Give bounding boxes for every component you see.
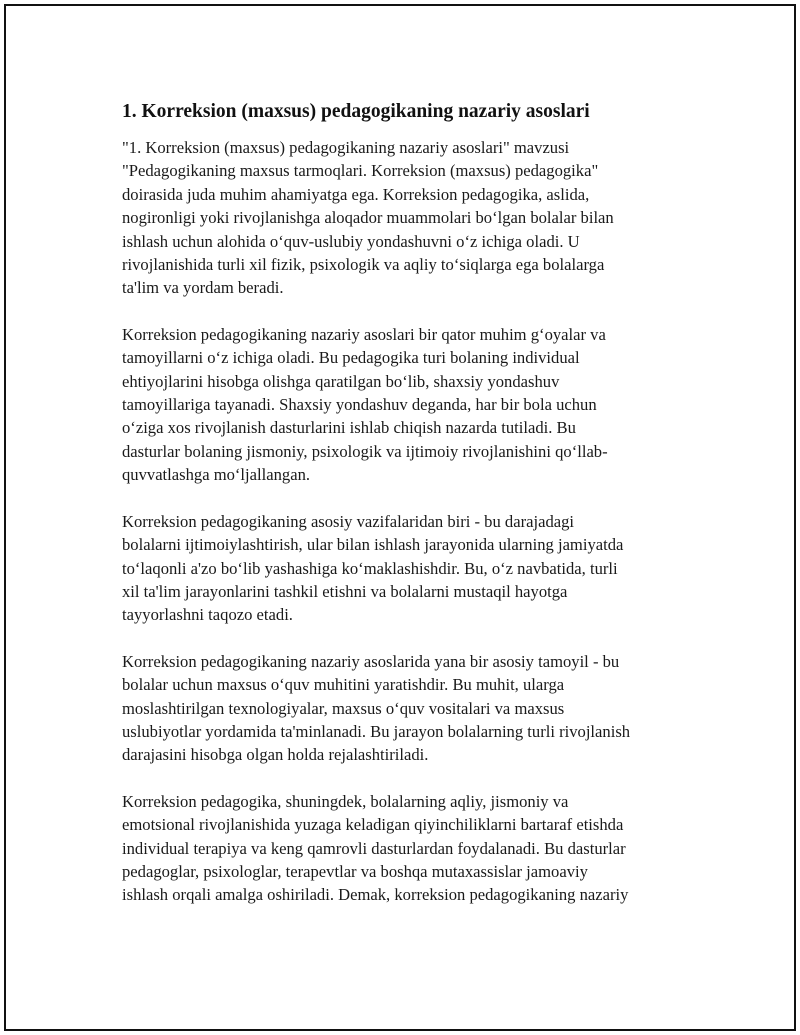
text-line: doirasida juda muhim ahamiyatga ega. Korreksion pedagogika, aslida,: [122, 184, 590, 204]
text-line: "Pedagogikaning maxsus tarmoqlari. Korreksion (maxsus) pedagogika": [122, 161, 599, 181]
text-line: emotsional rivojlanishida yuzaga keladigan qiyinchiliklarni bartaraf etishda: [122, 815, 624, 835]
document-body: [122, 98, 694, 930]
text-line: rivojlanishida turli xil fizik, psixologik va aqliy to‘siqlarga ega bolalarga: [122, 255, 605, 275]
text-line: Korreksion pedagogikaning asosiy vazifalaridan biri - bu darajadagi: [122, 511, 575, 531]
text-line: tayyorlashni taqozo etadi.: [122, 605, 293, 625]
text-line: ehtiyojlarini hisobga olishga qaratilgan bo‘lib, shaxsiy yondashuv: [122, 371, 560, 391]
text-line: moslashtirilgan texnologiyalar, maxsus o‘quv vositalari va maxsus: [122, 698, 565, 718]
paragraph-1: [122, 136, 694, 300]
text-line: nogironligi yoki rivojlanishga aloqador muammolari bo‘lgan bolalar bilan: [122, 208, 614, 228]
paragraph-5: [122, 790, 694, 907]
text-line: Korreksion pedagogika, shuningdek, bolalarning aqliy, jismoniy va: [122, 791, 569, 811]
text-line: bolalarni ijtimoiylashtirish, ular bilan ishlash jarayonida ularning jamiyatda: [122, 535, 624, 555]
text-line: tamoyillariga tayanadi. Shaxsiy yondashuv deganda, har bir bola uchun: [122, 395, 597, 415]
text-line: individual terapiya va keng qamrovli dasturlardan foydalanadi. Bu dasturlar: [122, 838, 626, 858]
text-line: ta'lim va yordam beradi.: [122, 278, 284, 298]
text-line: Korreksion pedagogikaning nazariy asoslari bir qator muhim g‘oyalar va: [122, 324, 606, 344]
text-line: Korreksion pedagogikaning nazariy asoslarida yana bir asosiy tamoyil - bu: [122, 651, 620, 671]
text-line: o‘ziga xos rivojlanish dasturlarini ishlab chiqish nazarda tutiladi. Bu: [122, 418, 576, 438]
text-line: ishlash orqali amalga oshiriladi. Demak, korreksion pedagogikaning nazariy: [122, 885, 629, 905]
text-line: "1. Korreksion (maxsus) pedagogikaning nazariy asoslari" mavzusi: [122, 138, 570, 157]
text-line: tamoyillarni o‘z ichiga oladi. Bu pedagogika turi bolaning individual: [122, 348, 580, 368]
text-line: xil ta'lim jarayonlarini tashkil etishni va bolalarni mustaqil hayotga: [122, 581, 568, 601]
text-line: darajasini hisobga olgan holda rejalashtiriladi.: [122, 745, 429, 765]
paragraph-4: [122, 650, 694, 767]
text-line: ishlash uchun alohida o‘quv-uslubiy yondashuvni o‘z ichiga oladi. U: [122, 231, 580, 251]
paragraph-2: [122, 323, 694, 487]
text-line: bolalar uchun maxsus o‘quv muhitini yaratishdir. Bu muhit, ularga: [122, 675, 565, 695]
text-line: quvvatlashga mo‘ljallangan.: [122, 465, 311, 485]
text-line: dasturlar bolaning jismoniy, psixologik va ijtimoiy rivojlanishini qo‘llab-: [122, 441, 608, 461]
text-line: to‘laqonli a'zo bo‘lib yashashiga ko‘maklashishdir. Bu, o‘z navbatida, turli: [122, 558, 618, 578]
text-line: uslubiyotlar yordamida ta'minlanadi. Bu jarayon bolalarning turli rivojlanish: [122, 721, 631, 741]
document-title: 1. Korreksion (maxsus) pedagogikaning nazariy asoslari: [122, 101, 590, 122]
paragraph-3: [122, 510, 694, 627]
page-frame: [4, 4, 796, 1031]
text-line: pedagoglar, psixologlar, terapevtlar va boshqa mutaxassislar jamoaviy: [122, 861, 588, 881]
